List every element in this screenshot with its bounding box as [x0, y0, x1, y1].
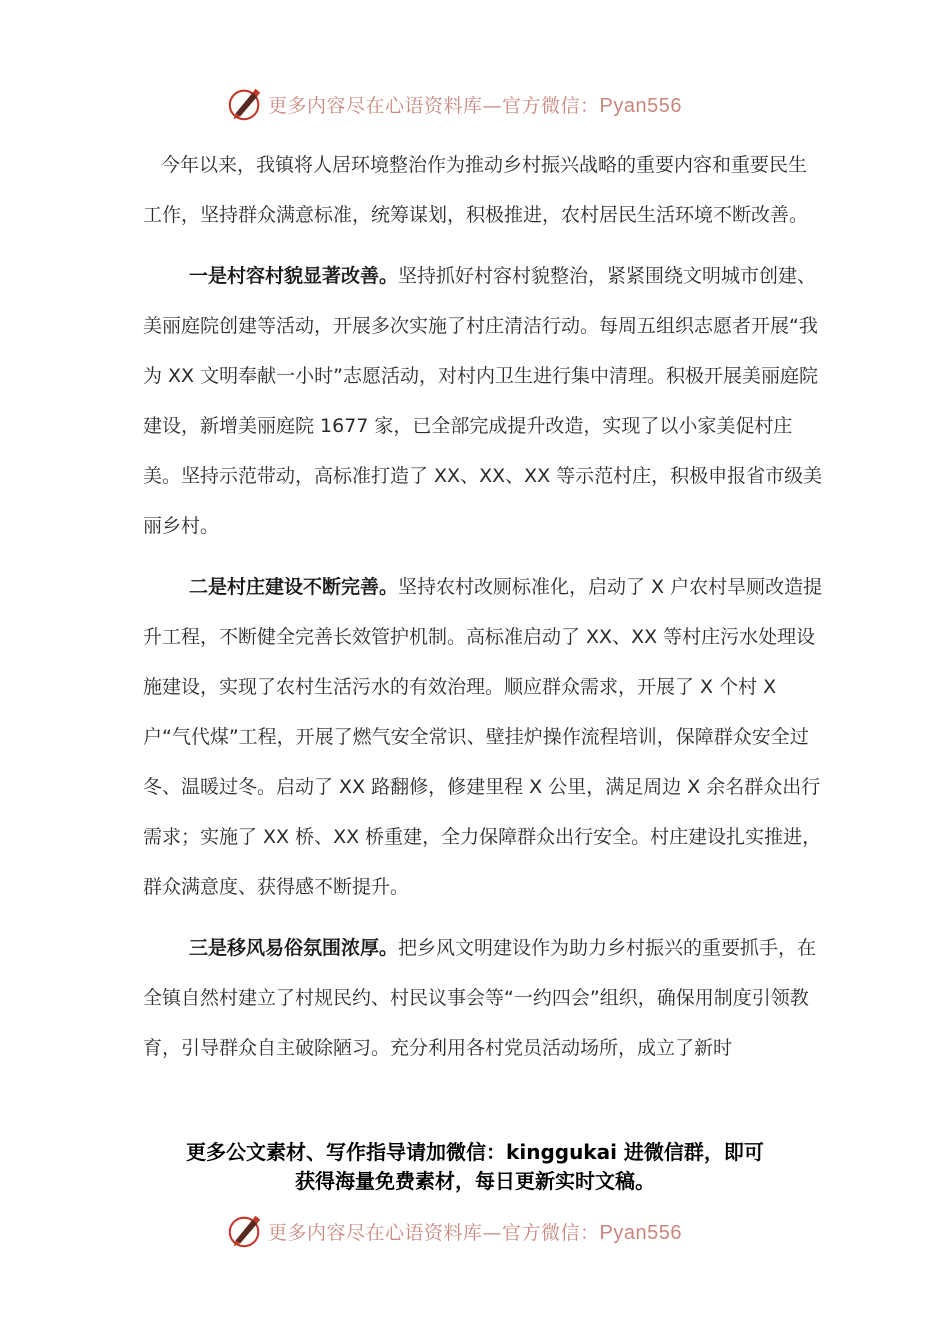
promo-notice: [140, 1138, 810, 1196]
intro-paragraph: 今年以来，我镇将人居环境整治作为推动乡村振兴战略的重要内容和重要民生工作，坚持群众满意标准，统筹谋划，积极推进，农村居民生活环境不断改善。: [143, 154, 809, 226]
pen-logo-icon: [226, 85, 264, 123]
header-wechat-id: Pyan556: [599, 94, 682, 117]
section-body-1: 坚持抓好村容村貌整治，紧紧围绕文明城市创建、美丽庭院创建等活动，开展多次实施了村庄清洁行动。每周五组织志愿者开展“我为 XX 文明奉献一小时”志愿活动，对村内卫生进行集中清理。积极开展美丽庭院建设，新增美丽庭院 1677 家，已全部完成提升改造，实现了以小家美促村庄美。坚持示范带动，高标准打造了 XX、XX、XX 等示范村庄，积极申报省市级美丽乡村。: [143, 265, 823, 537]
section-heading-2: 二是村庄建设不断完善。: [189, 576, 399, 598]
section-paragraph-3: [143, 923, 823, 1073]
section-paragraph-1: [143, 251, 823, 551]
promo-line-2: 获得海量免费素材，每日更新实时文稿。: [295, 1169, 655, 1193]
section-paragraph-2: [143, 562, 823, 912]
section-heading-3: 三是移风易俗氛围浓厚。: [189, 937, 399, 959]
footer-banner: [226, 1211, 682, 1251]
footer-wechat-id: Pyan556: [599, 1221, 682, 1244]
section-heading-1: 一是村容村貌显著改善。: [189, 265, 399, 287]
footer-banner-text: [268, 1218, 682, 1245]
section-body-3: 把乡风文明建设作为助力乡村振兴的重要抓手，在全镇自然村建立了村规民约、村民议事会等“一约四会”组织，确保用制度引领教育，引导群众自主破除陋习。充分利用各村党员活动场所，成立了新时: [143, 937, 817, 1059]
header-banner-label: 更多内容尽在心语资料库—官方微信：: [268, 94, 600, 117]
header-banner: [226, 84, 682, 124]
document-body: [143, 140, 823, 1073]
footer-banner-label: 更多内容尽在心语资料库—官方微信：: [268, 1221, 600, 1244]
promo-line-1: 更多公文素材、写作指导请加微信：kinggukai 进微信群，即可: [186, 1140, 764, 1164]
section-body-2: 坚持农村改厕标准化，启动了 X 户农村旱厕改造提升工程，不断健全完善长效管护机制。高标准启动了 XX、XX 等村庄污水处理设施建设，实现了农村生活污水的有效治理。顺应群众需求，开展了 X 个村 X 户“气代煤”工程，开展了燃气安全常识、壁挂炉操作流程培训，保障群众安全过冬、温暖过冬。启动了 XX 路翻修，修建里程 X 公里，满足周边 X 余名群众出行需求；实施了 XX 桥、XX 桥重建，全力保障群众出行安全。村庄建设扎实推进，群众满意度、获得感不断提升。: [143, 576, 823, 898]
pen-logo-icon: [226, 1212, 264, 1250]
header-banner-text: [268, 91, 682, 118]
